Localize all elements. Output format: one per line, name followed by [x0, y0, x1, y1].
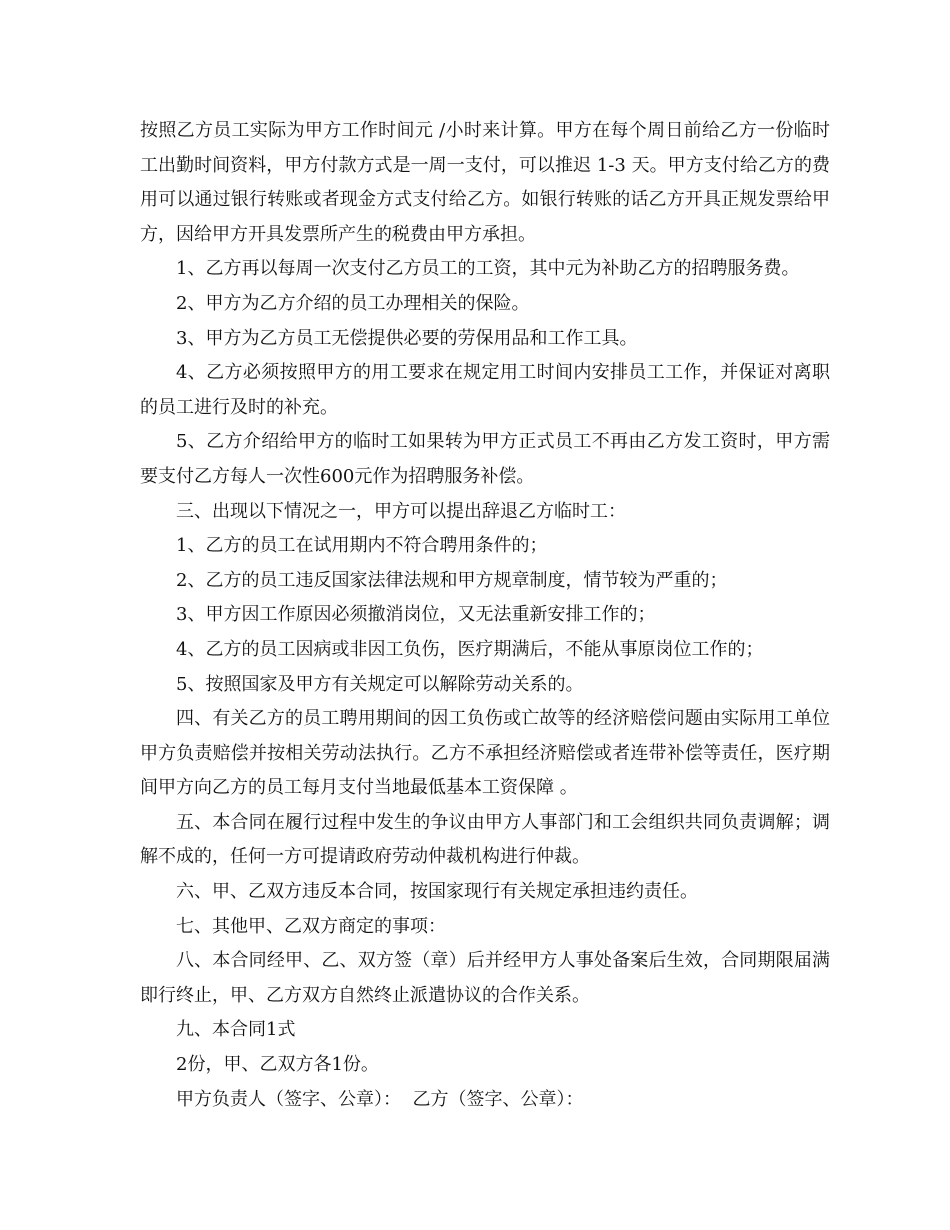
- list-item-position-cancelled: 3、甲方因工作原因必须撤消岗位，又无法重新安排工作的；: [176, 604, 656, 626]
- list-item-probation: 1、乙方的员工在试用期内不符合聘用条件的；: [176, 535, 548, 557]
- list-item-legal-termination: 5、按照国家及甲方有关规定可以解除劳动关系的。: [176, 673, 584, 695]
- paragraph-clause-1-wage-payment: 1、乙方再以每周一次支付乙方员工的工资，其中元为补助乙方的招聘服务费。: [176, 258, 800, 280]
- paragraph-payment-terms: 按照乙方员工实际为甲方工作时间元 /小时来计算。甲方在每个周日前给乙方一份临时工出勤时间资料，甲方付款方式是一周一支付，可以推迟 1-3 天。甲方支付给乙方的费用可以通过银行转账或者现金方式支付给乙方。如银行转账的话乙方开具正规发票给甲方，因给甲方开具发票所产生的税费由甲方承担。: [140, 120, 830, 245]
- section-compensation: 四、有关乙方的员工聘用期间的因工负伤或亡故等的经济赔偿问题由实际用工单位甲方负责赔偿并按相关劳动法执行。乙方不承担经济赔偿或者连带补偿等责任，医疗期间甲方向乙方的员工每月支付当地最低基本工资保障 。: [140, 708, 830, 799]
- section-other-matters: 七、其他甲、乙双方商定的事项：: [176, 915, 446, 937]
- paragraph-clause-2-insurance: 2、甲方为乙方介绍的员工办理相关的保险。: [176, 292, 530, 314]
- paragraph-clause-3-protective-equipment: 3、甲方为乙方员工无偿提供必要的劳保用品和工作工具。: [176, 327, 638, 349]
- paragraph-clause-5-recruitment-compensation: 5、乙方介绍给甲方的临时工如果转为甲方正式员工不再由乙方发工资时，甲方需要支付乙方每人一次性600元作为招聘服务补偿。: [140, 431, 830, 487]
- section-effectiveness: 八、本合同经甲、乙、双方签（章）后并经甲方人事处备案后生效，合同期限届满即行终止，甲、乙方双方自然终止派遣协议的合作关系。: [140, 950, 830, 1006]
- contract-body: [140, 114, 830, 1117]
- section-disputes: 五、本合同在履行过程中发生的争议由甲方人事部门和工会组织共同负责调解；调解不成的，任何一方可提请政府劳动仲裁机构进行仲裁。: [140, 811, 830, 868]
- section-heading-dismissal: 三、出现以下情况之一，甲方可以提出辞退乙方临时工：: [176, 500, 626, 522]
- paragraph-clause-4-staffing: 4、乙方必须按照甲方的用工要求在规定用工时间内安排员工工作，并保证对离职的员工进行及时的补充。: [140, 362, 830, 418]
- section-breach-liability: 六、甲、乙双方违反本合同，按国家现行有关规定承担违约责任。: [176, 881, 698, 903]
- list-item-violation: 2、乙方的员工违反国家法律法规和甲方规章制度，情节较为严重的；: [176, 569, 728, 591]
- copies-detail: 2份，甲、乙双方各1份。: [176, 1054, 379, 1076]
- section-copies: 九、本合同1式: [176, 1019, 296, 1041]
- list-item-illness: 4、乙方的员工因病或非因工负伤，医疗期满后，不能从事原岗位工作的；: [176, 638, 764, 660]
- signature-line: 甲方负责人（签字、公章）： 乙方（签字、公章）：: [176, 1088, 584, 1110]
